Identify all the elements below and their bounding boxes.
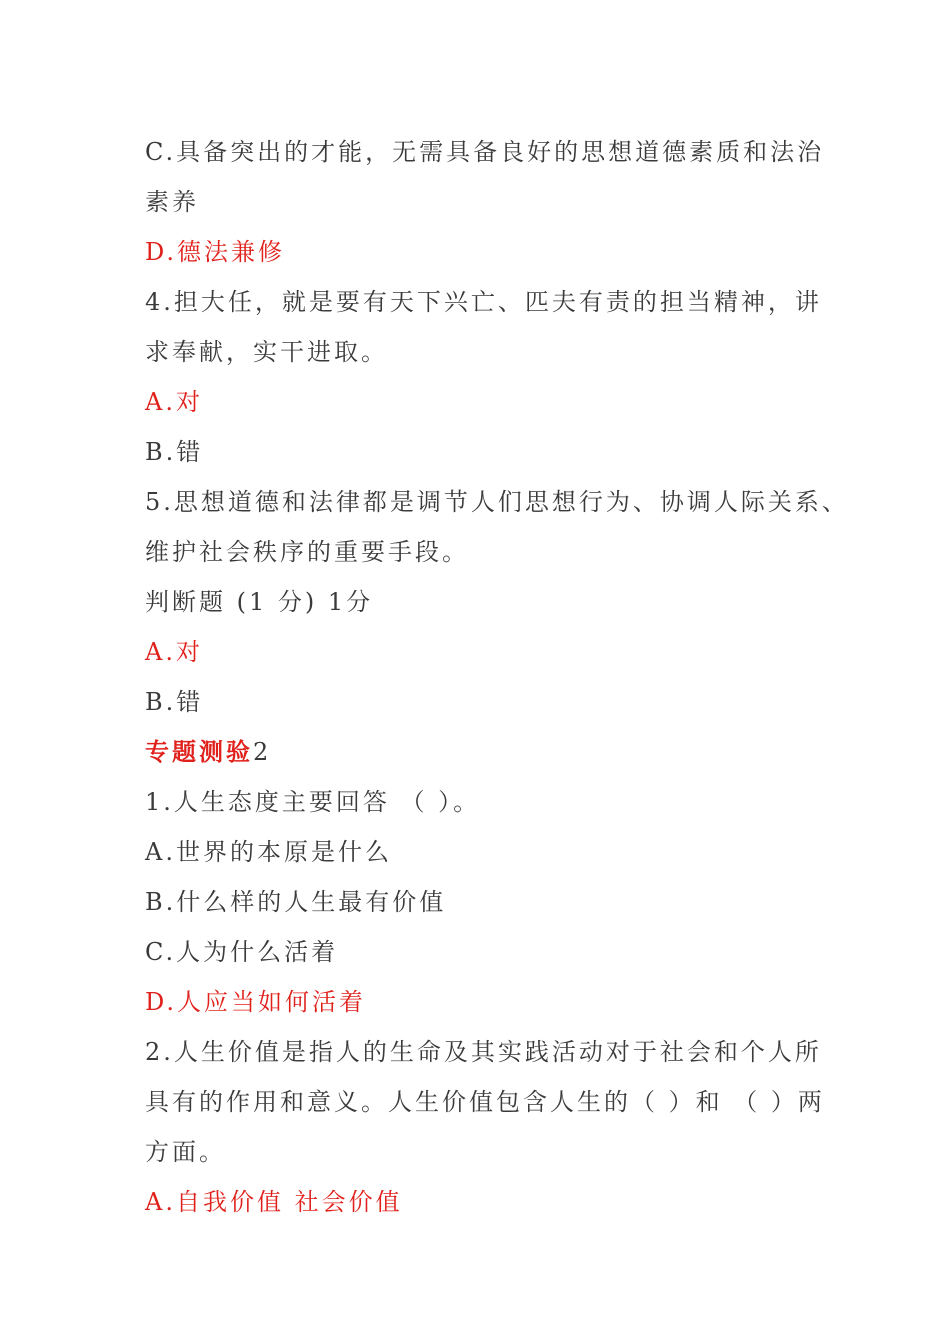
question-5-continued: 维护社会秩序的重要手段。 [145,538,469,566]
document-page [145,127,849,1227]
option-d-answer: D.德法兼修 [145,238,286,266]
question-2-continued-2: 方面。 [145,1138,226,1166]
option-b: B.错 [145,688,204,716]
option-c: C.具备突出的才能，无需具备良好的思想道德素质和法治 [145,138,825,166]
option-d-answer: D.人应当如何活着 [145,988,367,1016]
question-5: 5.思想道德和法律都是调节人们思想行为、协调人际关系、 [145,488,849,516]
option-a-answer: A.对 [145,388,203,416]
section-number: 2 [253,738,272,766]
question-type-label: 判断题 (1 分) 1分 [145,588,374,616]
option-a-answer: A.对 [145,638,203,666]
question-2-continued: 具有的作用和意义。人生价值包含人生的（ ）和 （ ）两 [145,1088,825,1116]
section-title: 专题测验 [145,737,253,766]
option-b: B.错 [145,438,204,466]
option-b: B.什么样的人生最有价值 [145,888,447,916]
section-heading [145,727,825,777]
option-c: C.人为什么活着 [145,938,339,966]
question-2: 2.人生价值是指人的生命及其实践活动对于社会和个人所 [145,1038,822,1066]
question-4-continued: 求奉献，实干进取。 [145,338,388,366]
option-a: A.世界的本原是什么 [145,838,392,866]
question-4: 4.担大任，就是要有天下兴亡、匹夫有责的担当精神，讲 [145,288,822,316]
question-1: 1.人生态度主要回答 （ ）。 [145,788,481,816]
option-c-continued: 素养 [145,188,199,216]
option-a-answer: A.自我价值 社会价值 [145,1188,403,1216]
